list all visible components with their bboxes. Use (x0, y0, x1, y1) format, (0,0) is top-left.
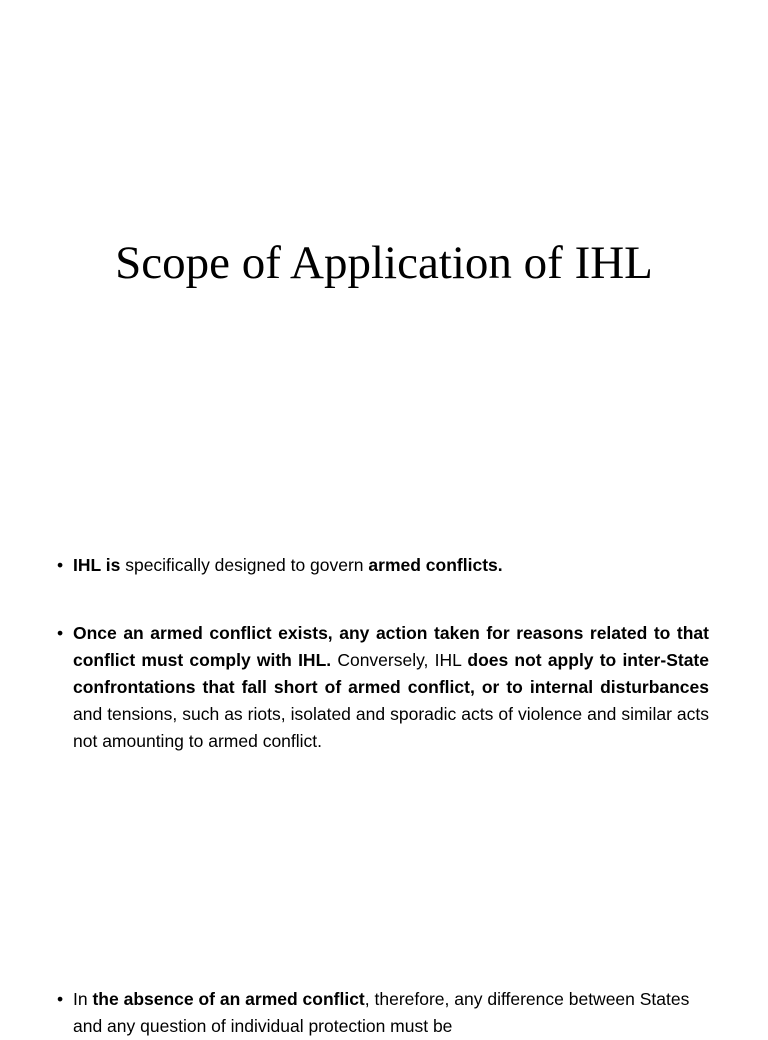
bullet-segment: does not apply to inter-State confrontations that fall short of armed conflict, or to internal disturbances (73, 650, 709, 697)
bullet-marker: • (57, 555, 64, 575)
bullet-segment: Once an armed conflict exists, any action taken for reasons related to that conflict must comply with IHL. (73, 623, 709, 670)
bullet-segment: Conversely, IHL (331, 650, 468, 670)
bullet-segment: IHL is (73, 555, 121, 575)
bullet-segment: , therefore, any difference between States and any question of individual protection must be (73, 989, 690, 1036)
bullet-item-absence-of-conflict (57, 986, 709, 1040)
bullet-segment: specifically designed to govern (120, 555, 369, 575)
bullet-segment: the absence of an armed conflict (92, 989, 365, 1009)
bullet-item-ihl-scope (57, 552, 709, 579)
bullet-text (73, 552, 709, 579)
bullet-text (73, 986, 709, 1040)
bullet-item-armed-conflict-exists (57, 620, 709, 755)
slide-title: Scope of Application of IHL (115, 237, 653, 289)
bullet-segment: In (73, 989, 93, 1009)
content-slide (0, 512, 768, 1036)
bullet-segment: armed conflicts. (368, 555, 503, 575)
bullet-segment: and tensions, such as riots, isolated and sporadic acts of violence and similar acts not amounting to armed conflict. (73, 704, 709, 751)
bullet-marker: • (57, 623, 64, 643)
title-slide (0, 0, 768, 512)
bullet-text (73, 620, 709, 755)
bullet-marker: • (57, 989, 64, 1009)
